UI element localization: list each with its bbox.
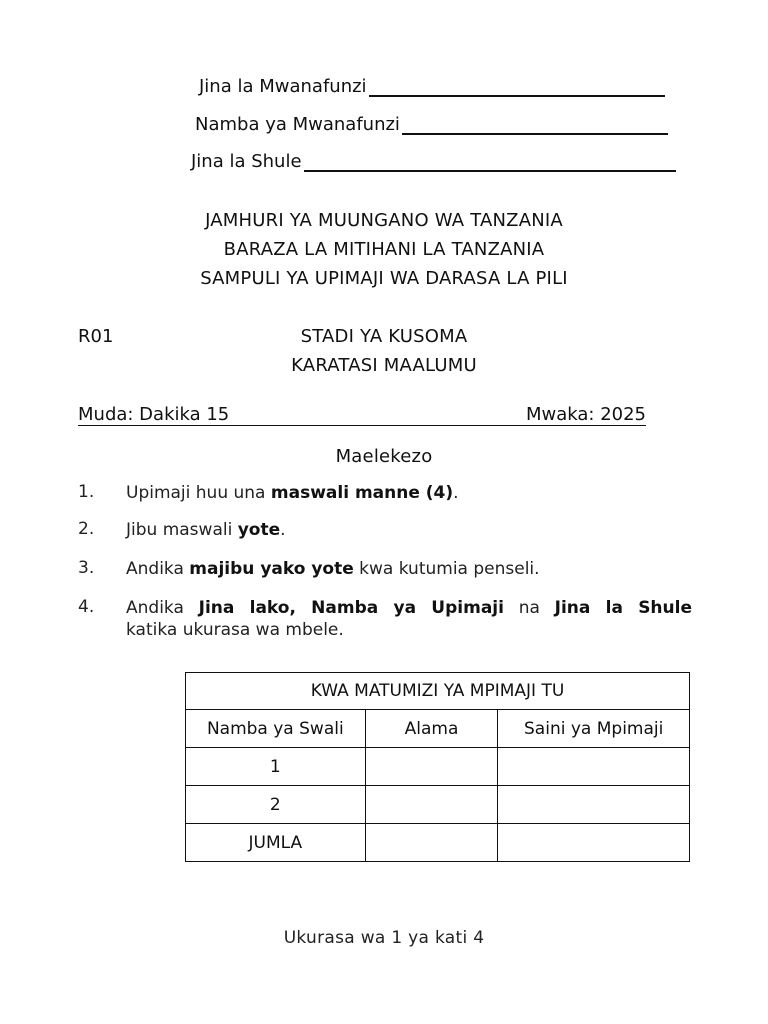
table-row	[186, 786, 690, 824]
student-number-label: Namba ya Mwanafunzi	[195, 114, 400, 135]
signature-cell[interactable]	[498, 786, 690, 824]
instruction-number: 4.	[78, 597, 95, 617]
header-examiner-signature: Saini ya Mpimaji	[498, 710, 690, 748]
instructions-title: Maelekezo	[335, 446, 433, 467]
heading-council: BARAZA LA MITIHANI LA TANZANIA	[223, 239, 545, 260]
instruction-text-part: Andika	[126, 598, 199, 618]
school-name-field[interactable]	[191, 151, 676, 172]
table-header-row	[186, 710, 690, 748]
instruction-text-part: .	[453, 483, 459, 503]
instruction-text	[126, 558, 692, 580]
instruction-continuation: katika ukurasa wa mbele.	[126, 620, 344, 640]
heading-assessment: SAMPULI YA UPIMAJI WA DARASA LA PILI	[200, 268, 568, 289]
subject-title: STADI YA KUSOMA	[300, 326, 468, 347]
instruction-line	[126, 597, 692, 619]
paper-code: R01	[78, 326, 114, 347]
instruction-text-bold: yote	[237, 520, 281, 540]
instruction-text-bold: majibu yako yote	[189, 559, 354, 579]
paper-type: KARATASI MAALUMU	[291, 355, 477, 376]
instruction-text-part: Upimaji huu una	[126, 483, 271, 503]
student-name-label: Jina la Mwanafunzi	[199, 76, 367, 97]
student-name-line[interactable]	[369, 77, 665, 97]
table-title-row	[186, 673, 690, 710]
page-footer: Ukurasa wa 1 ya kati 4	[283, 928, 485, 948]
examiner-score-table	[185, 672, 690, 862]
table-title: KWA MATUMIZI YA MPIMAJI TU	[186, 673, 690, 710]
header-marks: Alama	[365, 710, 498, 748]
total-marks-cell[interactable]	[365, 824, 498, 862]
instruction-text-part: Andika	[126, 559, 190, 579]
instruction-text-bold: Jina lako, Namba ya Upimaji	[198, 598, 504, 618]
table-row	[186, 748, 690, 786]
instruction-text-part: na	[503, 598, 555, 618]
marks-cell[interactable]	[365, 748, 498, 786]
instruction-text	[126, 519, 692, 541]
total-label-cell: JUMLA	[186, 824, 366, 862]
question-number-cell: 2	[186, 786, 366, 824]
total-signature-cell[interactable]	[498, 824, 690, 862]
instruction-text-part: .	[280, 520, 286, 540]
instruction-text	[126, 597, 692, 641]
school-name-label: Jina la Shule	[191, 151, 302, 172]
question-number-cell: 1	[186, 748, 366, 786]
duration-year-line	[78, 404, 646, 426]
header-question-number: Namba ya Swali	[186, 710, 366, 748]
instruction-number: 1.	[78, 482, 95, 502]
duration: Muda: Dakika 15	[78, 404, 230, 425]
table-row	[186, 824, 690, 862]
instruction-text-bold: maswali manne (4)	[270, 483, 454, 503]
signature-cell[interactable]	[498, 748, 690, 786]
instruction-text-part: Jibu maswali	[126, 520, 238, 540]
instruction-text-bold: Jina la Shule	[554, 598, 692, 618]
school-name-line[interactable]	[304, 152, 676, 172]
instruction-number: 2.	[78, 519, 95, 539]
instruction-number: 3.	[78, 558, 95, 578]
instruction-text	[126, 482, 692, 504]
instruction-text-part: kwa kutumia penseli.	[353, 559, 540, 579]
marks-cell[interactable]	[365, 786, 498, 824]
student-number-line[interactable]	[402, 115, 668, 135]
student-number-field[interactable]	[195, 114, 668, 135]
instruction-item	[78, 597, 692, 645]
year: Mwaka: 2025	[525, 404, 646, 425]
heading-republic: JAMHURI YA MUUNGANO WA TANZANIA	[205, 210, 563, 231]
student-name-field[interactable]	[199, 76, 665, 97]
